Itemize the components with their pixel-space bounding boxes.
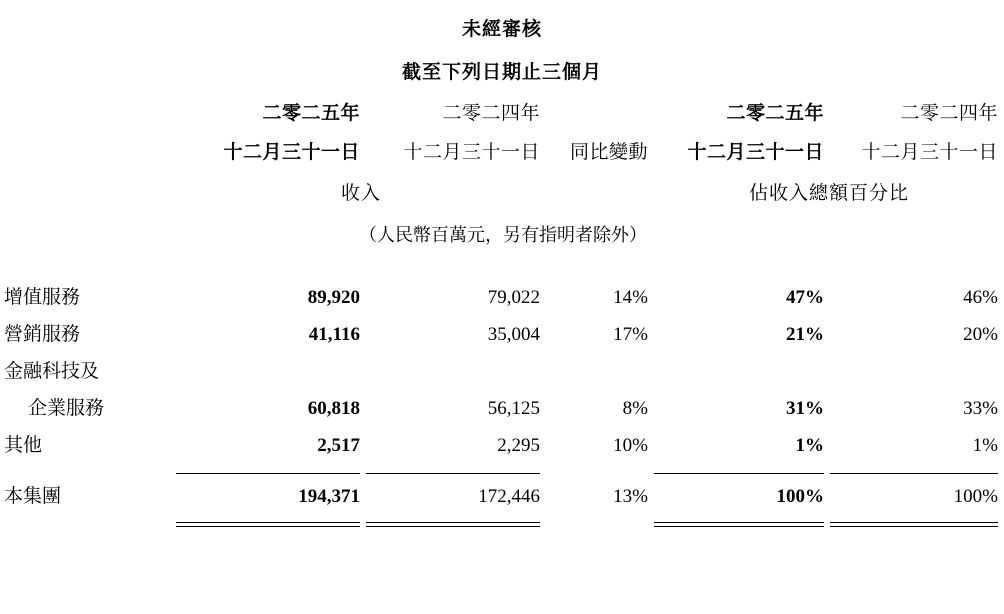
empty-cell [0, 127, 176, 166]
cell-percent-2024: 46% [963, 287, 998, 308]
total-revenue-2024: 172,446 [478, 486, 540, 507]
header-row-year [0, 98, 1004, 127]
empty-cell [0, 166, 176, 207]
cell-change: 14% [613, 287, 648, 308]
empty-cell [0, 98, 176, 127]
cell-revenue-2025: 41,116 [308, 324, 360, 345]
row-label: 營銷服務 [4, 324, 81, 345]
financial-table-page [0, 14, 1004, 614]
total-double-rule [0, 511, 1004, 527]
table-row [0, 349, 1004, 386]
cell-revenue-2025: 2,517 [317, 435, 360, 456]
group-header-revenue: 收入 [340, 183, 381, 204]
col-header-date-2025-percent: 十二月三十一日 [687, 142, 824, 163]
col-header-change: 同比變動 [569, 142, 648, 163]
header-row-date [0, 127, 1004, 166]
cell-revenue-2024 [366, 349, 546, 386]
total-label: 本集團 [4, 486, 62, 507]
cell-change [546, 349, 654, 386]
row-label: 其他 [4, 435, 43, 456]
cell-percent-2024: 20% [963, 324, 998, 345]
cell-percent-2025 [654, 349, 830, 386]
empty-cell [0, 207, 176, 249]
col-header-year-2025-percent: 二零二五年 [726, 103, 824, 124]
total-row [0, 474, 1004, 511]
total-percent-2025: 100% [776, 486, 824, 507]
empty-cell [830, 207, 1004, 249]
spacer [0, 249, 1004, 275]
col-header-date-2024-percent: 十二月三十一日 [861, 142, 998, 163]
cell-percent-2025: 31% [786, 398, 824, 419]
row-label: 企業服務 [28, 398, 105, 419]
row-label: 增值服務 [4, 287, 81, 308]
subtotal-rule [0, 460, 1004, 474]
cell-revenue-2025: 89,920 [307, 287, 360, 308]
table-row [0, 312, 1004, 349]
cell-change: 17% [613, 324, 648, 345]
cell-percent-2024 [830, 349, 1004, 386]
total-revenue-2025: 194,371 [298, 486, 360, 507]
col-header-date-2024-revenue: 十二月三十一日 [403, 142, 540, 163]
cell-revenue-2024: 35,004 [487, 324, 540, 345]
cell-change: 8% [622, 398, 648, 419]
page-title: 未經審核 [461, 19, 542, 40]
cell-revenue-2024: 79,022 [487, 287, 540, 308]
cell-revenue-2025: 60,818 [307, 398, 360, 419]
row-label: 金融科技及 [4, 361, 100, 382]
cell-change: 10% [613, 435, 648, 456]
col-header-date-2025-revenue: 十二月三十一日 [223, 142, 360, 163]
cell-revenue-2025 [176, 349, 366, 386]
page-subtitle: 截至下列日期止三個月 [401, 62, 602, 83]
cell-percent-2024: 33% [963, 398, 998, 419]
col-header-year-2024-percent: 二零二四年 [900, 103, 998, 124]
group-header-percent: 佔收入總額百分比 [748, 183, 909, 204]
col-header-year-2025-revenue: 二零二五年 [262, 103, 360, 124]
empty-cell [546, 166, 654, 207]
cell-percent-2025: 21% [786, 324, 824, 345]
cell-percent-2025: 47% [786, 287, 824, 308]
units-note: （人民幣百萬元，另有指明者除外） [359, 225, 647, 245]
cell-percent-2025: 1% [795, 435, 824, 456]
empty-cell [546, 98, 654, 127]
total-percent-2024: 100% [953, 486, 998, 507]
total-change: 13% [613, 486, 648, 507]
cell-percent-2024: 1% [972, 435, 998, 456]
header-row-units [0, 207, 1004, 249]
cell-revenue-2024: 2,295 [497, 435, 540, 456]
table-row [0, 423, 1004, 460]
table-row [0, 275, 1004, 312]
col-header-year-2024-revenue: 二零二四年 [442, 103, 540, 124]
cell-revenue-2024: 56,125 [487, 398, 540, 419]
table-row [0, 386, 1004, 423]
header-row-group [0, 166, 1004, 207]
revenue-table [0, 98, 1004, 527]
